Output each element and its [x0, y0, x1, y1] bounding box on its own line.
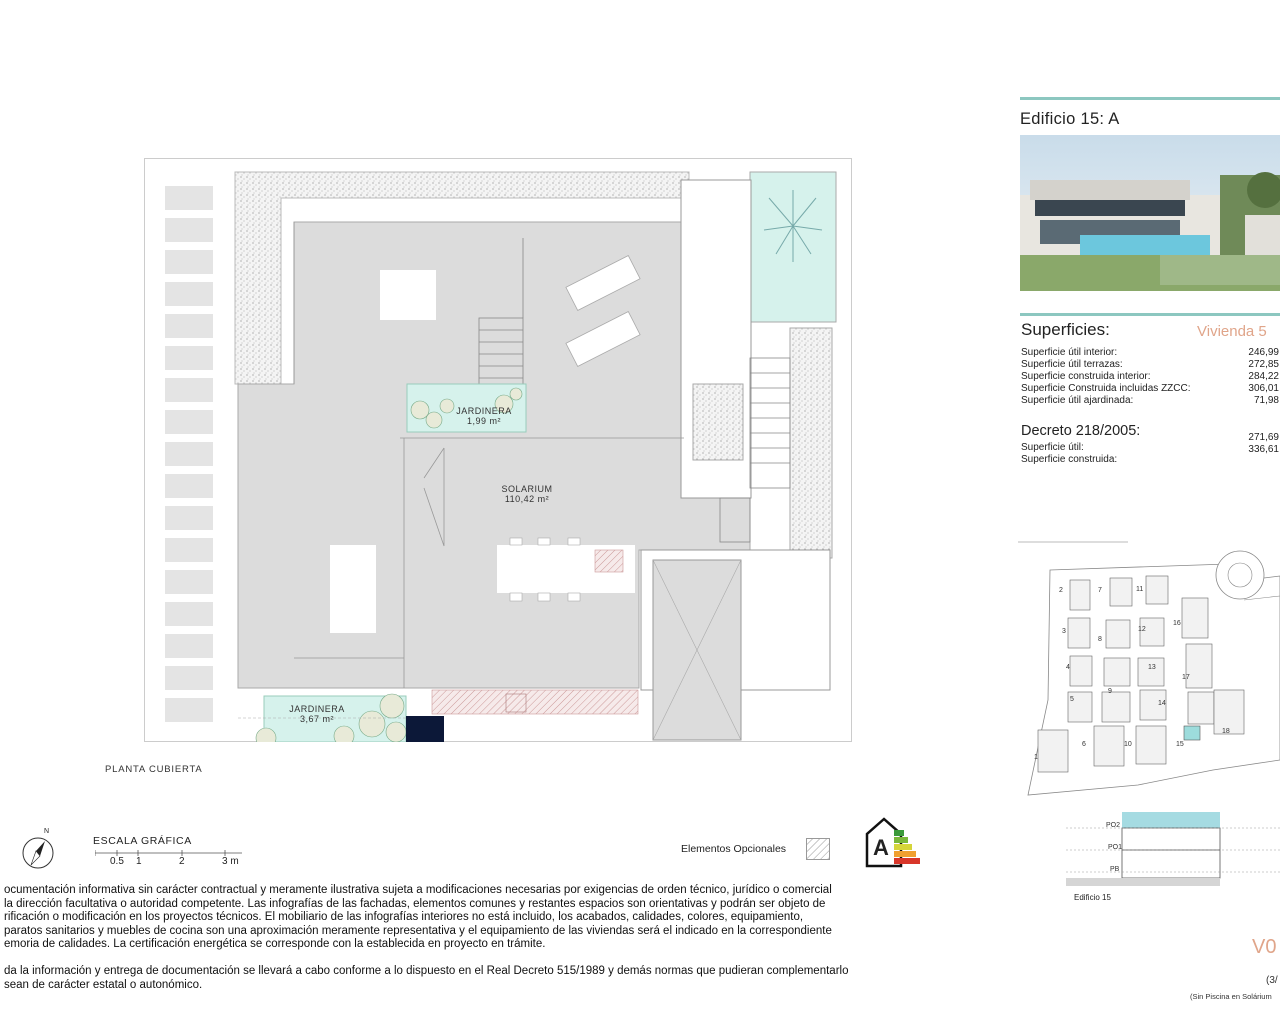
optional-elements-swatch [806, 838, 830, 860]
row-label: Superficie construida interior: [1021, 371, 1151, 382]
plot-number: 9 [1108, 688, 1112, 695]
row-label: Superficie útil terrazas: [1021, 359, 1123, 370]
scale-tick: 0.5 [110, 856, 124, 867]
plot-number: 4 [1066, 664, 1070, 671]
row-value: 271,69 [1248, 432, 1279, 443]
row-label: Superficie útil interior: [1021, 347, 1118, 358]
scale-tick: 2 [179, 856, 185, 867]
superficies-title: Superficies: [1021, 320, 1110, 339]
version-label: V0 [1252, 936, 1277, 958]
vivienda-label: Vivienda 5 [1197, 323, 1267, 340]
row-value: 71,98 [1253, 395, 1279, 406]
legal-line: emoria de calidades. La certificación energética se corresponde con la establecida en proyecto en trámite. [4, 938, 546, 950]
plot-number: 1 [1034, 754, 1038, 761]
compass-icon [21, 836, 55, 870]
row-label: Superficie útil: [1021, 442, 1084, 453]
room-solarium [487, 484, 567, 504]
legal-notice-2 [4, 965, 848, 992]
room-name: JARDINERA [289, 704, 345, 714]
legal-line: rificación o modificación en los proyectos técnicos. El mobiliario de las infografías interiores no está incluido, los acabados, calidades, colores, equipamiento, [4, 911, 804, 923]
accent-bar [1020, 313, 1280, 316]
building-render-image [1020, 135, 1280, 291]
accent-bar [1020, 97, 1280, 100]
row-value: 336,61 [1248, 444, 1279, 455]
superficie-row [1021, 395, 1280, 407]
section-caption: Edificio 15 [1074, 893, 1111, 902]
room-name: SOLARIUM [501, 484, 553, 494]
row-value: 306,01 [1248, 383, 1279, 394]
plot-number: 3 [1062, 628, 1066, 635]
level-label: PO2 [1106, 822, 1121, 829]
page-indicator: (3/ [1266, 975, 1278, 986]
legal-line: da la información y entrega de documentación se llevará a cabo conforme a lo dispuesto en el Real Decreto 515/1989 y demás normas que pudieran complementarlo [4, 965, 849, 977]
plot-number: 2 [1059, 587, 1063, 594]
plot-number: 15 [1176, 741, 1184, 748]
superficie-row [1021, 359, 1280, 371]
row-value: 284,22 [1248, 371, 1279, 382]
plot-number: 14 [1158, 700, 1166, 707]
north-arrow [21, 828, 57, 872]
legal-line: ocumentación informativa sin carácter contractual y meramente ilustrativa sujeta a modificaciones necesarias por exigencias de orden técnico, jurídico o comercial [4, 884, 832, 896]
plot-number: 17 [1182, 674, 1190, 681]
row-label: Superficie útil ajardinada: [1021, 395, 1134, 406]
decreto-title: Decreto 218/2005: [1021, 423, 1141, 439]
plot-number: 12 [1138, 626, 1146, 633]
plot-number: 18 [1222, 728, 1230, 735]
plot-number: 5 [1070, 696, 1074, 703]
row-label: Superficie Construida incluidas ZZCC: [1021, 383, 1191, 394]
row-label: Superficie construida: [1021, 454, 1118, 465]
plot-number: 16 [1173, 620, 1181, 627]
plot-number: 8 [1098, 636, 1102, 643]
room-area: 1,99 m² [466, 416, 501, 426]
site-plan [1018, 540, 1280, 800]
room-jardinera-2 [277, 704, 357, 724]
legal-line: la dirección facultativa o autoridad competente. Las infografías de las fachadas, elementos comunes y restantes espacios son orientativas y podrán ser objeto de [4, 897, 826, 910]
scale-tick: 1 [136, 856, 142, 867]
plot-number: 10 [1124, 741, 1132, 748]
superficie-row [1021, 383, 1280, 395]
footnote: (Sin Piscina en Solárium [1190, 992, 1272, 1001]
legal-line: paratos sanitarios y muebles de cocina son una aproximación meramente representativa y el equipamiento de las viviendas será el indicado en la correspondiente [4, 924, 832, 937]
room-area: 110,42 m² [504, 494, 550, 504]
energy-rating: A [873, 835, 889, 860]
decreto-row [1021, 432, 1280, 454]
section-diagram [1066, 808, 1280, 908]
north-label: N [44, 828, 50, 835]
building-title: Edificio 15: A [1020, 110, 1120, 128]
optional-elements-label: Elementos Opcionales [681, 843, 787, 855]
floor-plan [144, 158, 852, 742]
section-drawing [1066, 808, 1280, 888]
level-label: PO1 [1108, 844, 1123, 851]
legal-notice [4, 884, 832, 952]
energy-label [864, 816, 922, 872]
row-value: 246,99 [1248, 347, 1279, 358]
plot-number: 13 [1148, 664, 1156, 671]
plot-number: 6 [1082, 741, 1086, 748]
row-value: 272,85 [1248, 359, 1279, 370]
room-area: 3,67 m² [299, 714, 334, 724]
plot-number: 7 [1098, 587, 1102, 594]
room-jardinera-1 [444, 406, 524, 426]
superficie-row [1021, 347, 1280, 359]
floor-plan-drawing [144, 158, 852, 742]
scale-tick: 3 m [222, 856, 239, 867]
legal-line: sean de carácter estatal o autonómico. [4, 978, 203, 991]
superficie-row [1021, 371, 1280, 383]
plot-number: 11 [1136, 586, 1144, 593]
room-name: JARDINERA [456, 406, 512, 416]
level-label: PB [1110, 866, 1120, 873]
scale-title: ESCALA GRÁFICA [93, 835, 192, 847]
plan-title: PLANTA CUBIERTA [105, 764, 203, 775]
